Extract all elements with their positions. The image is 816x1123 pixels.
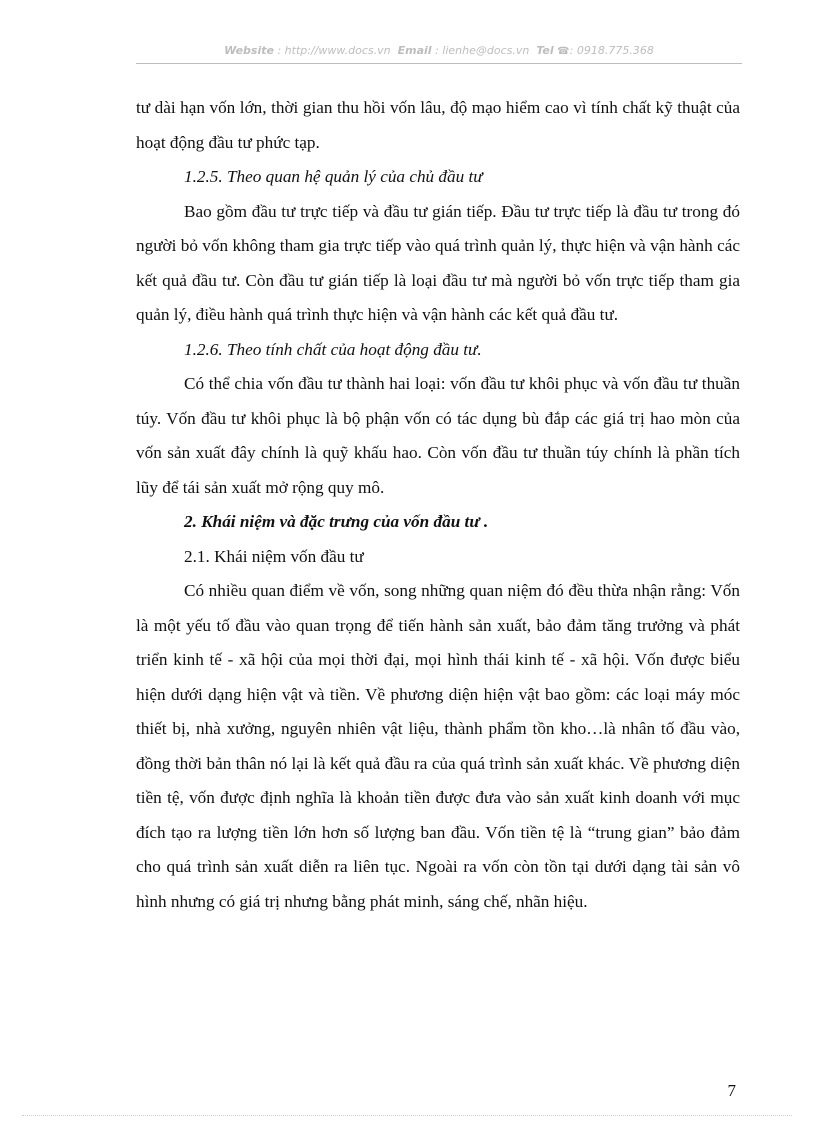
footer-divider <box>22 1115 792 1116</box>
header-divider <box>136 63 742 64</box>
website-value: http://www.docs.vn <box>284 44 391 57</box>
page-content <box>136 91 740 919</box>
paragraph-investment-capital-types: Có thể chia vốn đầu tư thành hai loại: vốn đầu tư khôi phục và vốn đầu tư thuần túy. Vốn đầu tư khôi phục là bộ phận vốn có tác dụng bù đắp các giá trị hao mòn của vốn sản xuất đây chính là quỹ khấu hao. Còn vốn đầu tư thuần túy chính là phần tích lũy để tái sản xuất mở rộng quy mô. <box>136 374 740 497</box>
tel-label: Tel <box>536 44 554 57</box>
subheading-1-2-6: 1.2.6. Theo tính chất của hoạt động đầu tư. <box>184 339 482 359</box>
subheading-2-1: 2.1. Khái niệm vốn đầu tư <box>184 546 364 566</box>
paragraph-capital-concept: Có nhiều quan điểm về vốn, song những quan niệm đó đều thừa nhận rằng: Vốn là một yếu tố đầu vào quan trọng để tiến hành sản xuất, bảo đảm tăng trưởng và phát triển kinh tế - xã hội của mọi thời đại, mọi hình thái kinh tế - xã hội. Vốn được biểu hiện dưới dạng hiện vật và tiền. Về phương diện hiện vật bao gồm: các loại máy móc thiết bị, nhà xưởng, nguyên nhiên vật liệu, thành phẩm tồn kho…là nhân tố đầu vào, đồng thời bản thân nó lại là kết quả đầu ra của quá trình sản xuất khác. Về phương diện tiền tệ, vốn được định nghĩa là khoản tiền được đưa vào sản xuất kinh doanh với mục đích tạo ra lượng tiền lớn hơn số lượng ban đầu. Vốn tiền tệ là “trung gian” bảo đảm cho quá trình sản xuất diễn ra liên tục. Ngoài ra vốn còn tồn tại dưới dạng tài sản vô hình nhưng có giá trị nhưng bằng phát minh, sáng chế, nhãn hiệu. <box>136 581 740 911</box>
paragraph-direct-indirect-investment: Bao gồm đầu tư trực tiếp và đầu tư gián tiếp. Đầu tư trực tiếp là đầu tư trong đó người bỏ vốn không tham gia trực tiếp vào quá trình quản lý, thực hiện và vận hành các kết quả đầu tư. Còn đầu tư gián tiếp là loại đầu tư mà người bỏ vốn trực tiếp tham gia quản lý, điều hành quá trình thực hiện và vận hành các kết quả đầu tư. <box>136 201 740 324</box>
subheading-1-2-5: 1.2.5. Theo quan hệ quản lý của chủ đầu tư <box>184 167 483 186</box>
page-number: 7 <box>727 1081 736 1100</box>
paragraph-continuation: tư dài hạn vốn lớn, thời gian thu hồi vốn lâu, độ mạo hiểm cao vì tính chất kỹ thuật của hoạt động đầu tư phức tạp. <box>136 98 740 152</box>
website-separator: : <box>273 44 285 57</box>
email-label: Email <box>397 44 432 57</box>
page-header <box>136 44 742 57</box>
email-value: lienhe@docs.vn <box>442 44 530 57</box>
section-heading-2: 2. Khái niệm và đặc trưng của vốn đầu tư . <box>184 512 489 531</box>
email-separator: : <box>431 44 443 57</box>
website-label: Website <box>224 44 274 57</box>
phone-icon: ☎ <box>557 46 570 57</box>
tel-value: : 0918.775.368 <box>569 44 654 57</box>
